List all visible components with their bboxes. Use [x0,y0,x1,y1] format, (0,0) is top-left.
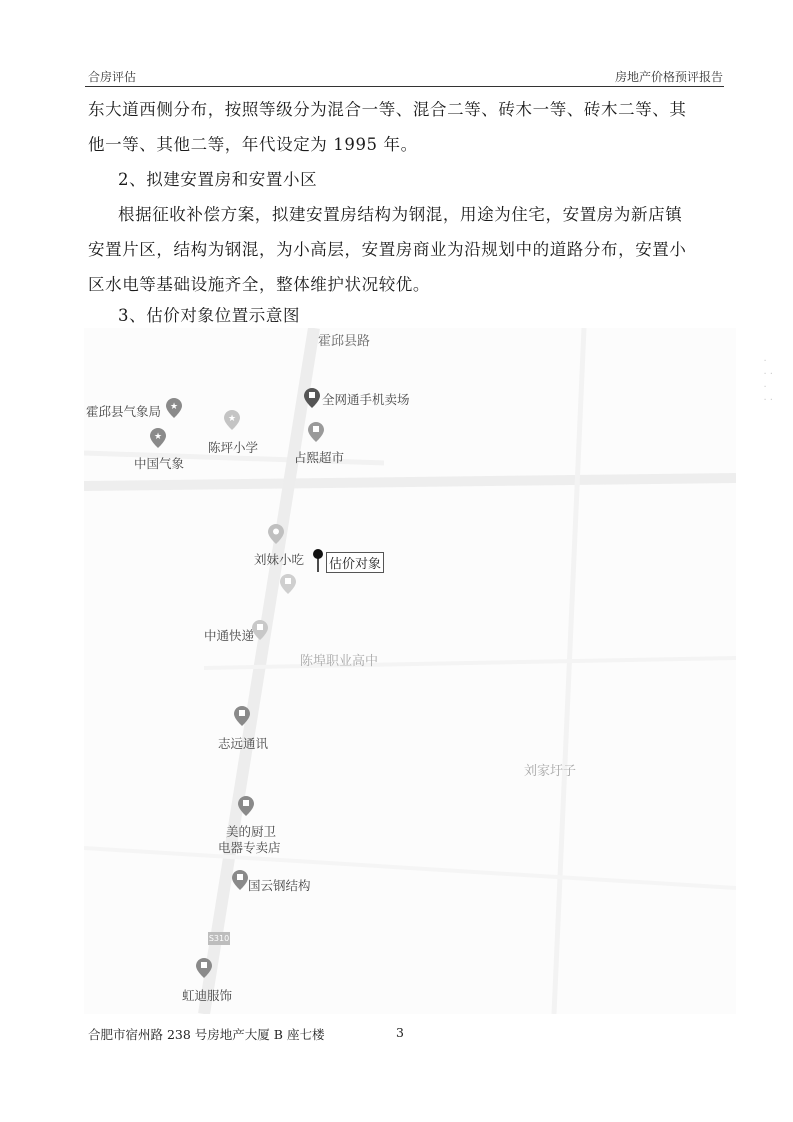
target-label: 估价对象 [326,552,384,573]
poi-label: 虹迪服饰 [182,988,233,1003]
map-roads [84,328,736,1014]
paragraph-line: 区水电等基础设施齐全，整体维护状况较优。 [88,275,430,294]
area-label: 刘家圩子 [524,764,577,779]
poi-label: 占熙超市 [294,450,345,465]
shop-pin-icon [304,388,320,408]
poi-label: 中通快递 [204,628,255,643]
food-pin-icon [268,524,284,544]
poi-label: 国云钢结构 [248,878,311,893]
header-report-title: 房地产价格预评报告 [614,70,723,84]
header-company: 合房评估 [88,70,137,84]
paragraph-line: 根据征收补偿方案，拟建安置房结构为钢混，用途为住宅，安置房为新店镇 [118,205,683,224]
star-pin-icon [150,428,166,448]
poi-label: 刘妹小吃 [254,552,305,567]
poi-label: 电器专卖店 [218,840,281,855]
section-heading: 3、估价对象位置示意图 [118,306,301,325]
shop-pin-icon [238,796,254,816]
paragraph-line: 东大道西侧分布，按照等级分为混合一等、混合二等、砖木一等、砖木二等、其 [88,100,687,119]
page-number: 3 [396,1025,404,1040]
map-road-label: 霍邱县路 [318,334,371,349]
poi-label: 陈坪小学 [208,440,259,455]
poi-label: 美的厨卫 [226,824,277,839]
svg-text:★: ★ [153,432,163,442]
school-pin-icon [224,410,240,430]
shop-pin-icon [280,574,296,594]
location-map [84,328,736,1014]
scan-marks: · · · · · · [763,356,773,406]
header-rule [85,86,724,87]
section-heading: 2、拟建安置房和安置小区 [118,170,318,189]
poi-label: 志远通讯 [218,736,269,751]
paragraph-line: 他一等、其他二等，年代设定为 1995 年。 [88,135,418,154]
target-location-pin-icon [312,548,324,572]
footer-address: 合肥市宿州路 238 号房地产大厦 B 座七楼 [88,1027,325,1042]
svg-text:★: ★ [227,414,237,424]
area-label: 陈埠职业高中 [300,654,379,669]
poi-label: 中国气象 [134,456,185,471]
svg-text:★: ★ [169,402,179,412]
shop-pin-icon [308,422,324,442]
poi-label: 全网通手机卖场 [322,392,410,407]
shop-pin-icon [234,706,250,726]
poi-label: 霍邱县气象局 [86,404,162,419]
shop-pin-icon [196,958,212,978]
express-pin-icon [252,620,268,640]
road-shield: S310 [208,934,230,943]
shop-pin-icon [232,870,248,890]
paragraph-line: 安置片区，结构为钢混，为小高层，安置房商业为沿规划中的道路分布，安置小 [88,240,687,259]
star-pin-icon [166,398,182,418]
